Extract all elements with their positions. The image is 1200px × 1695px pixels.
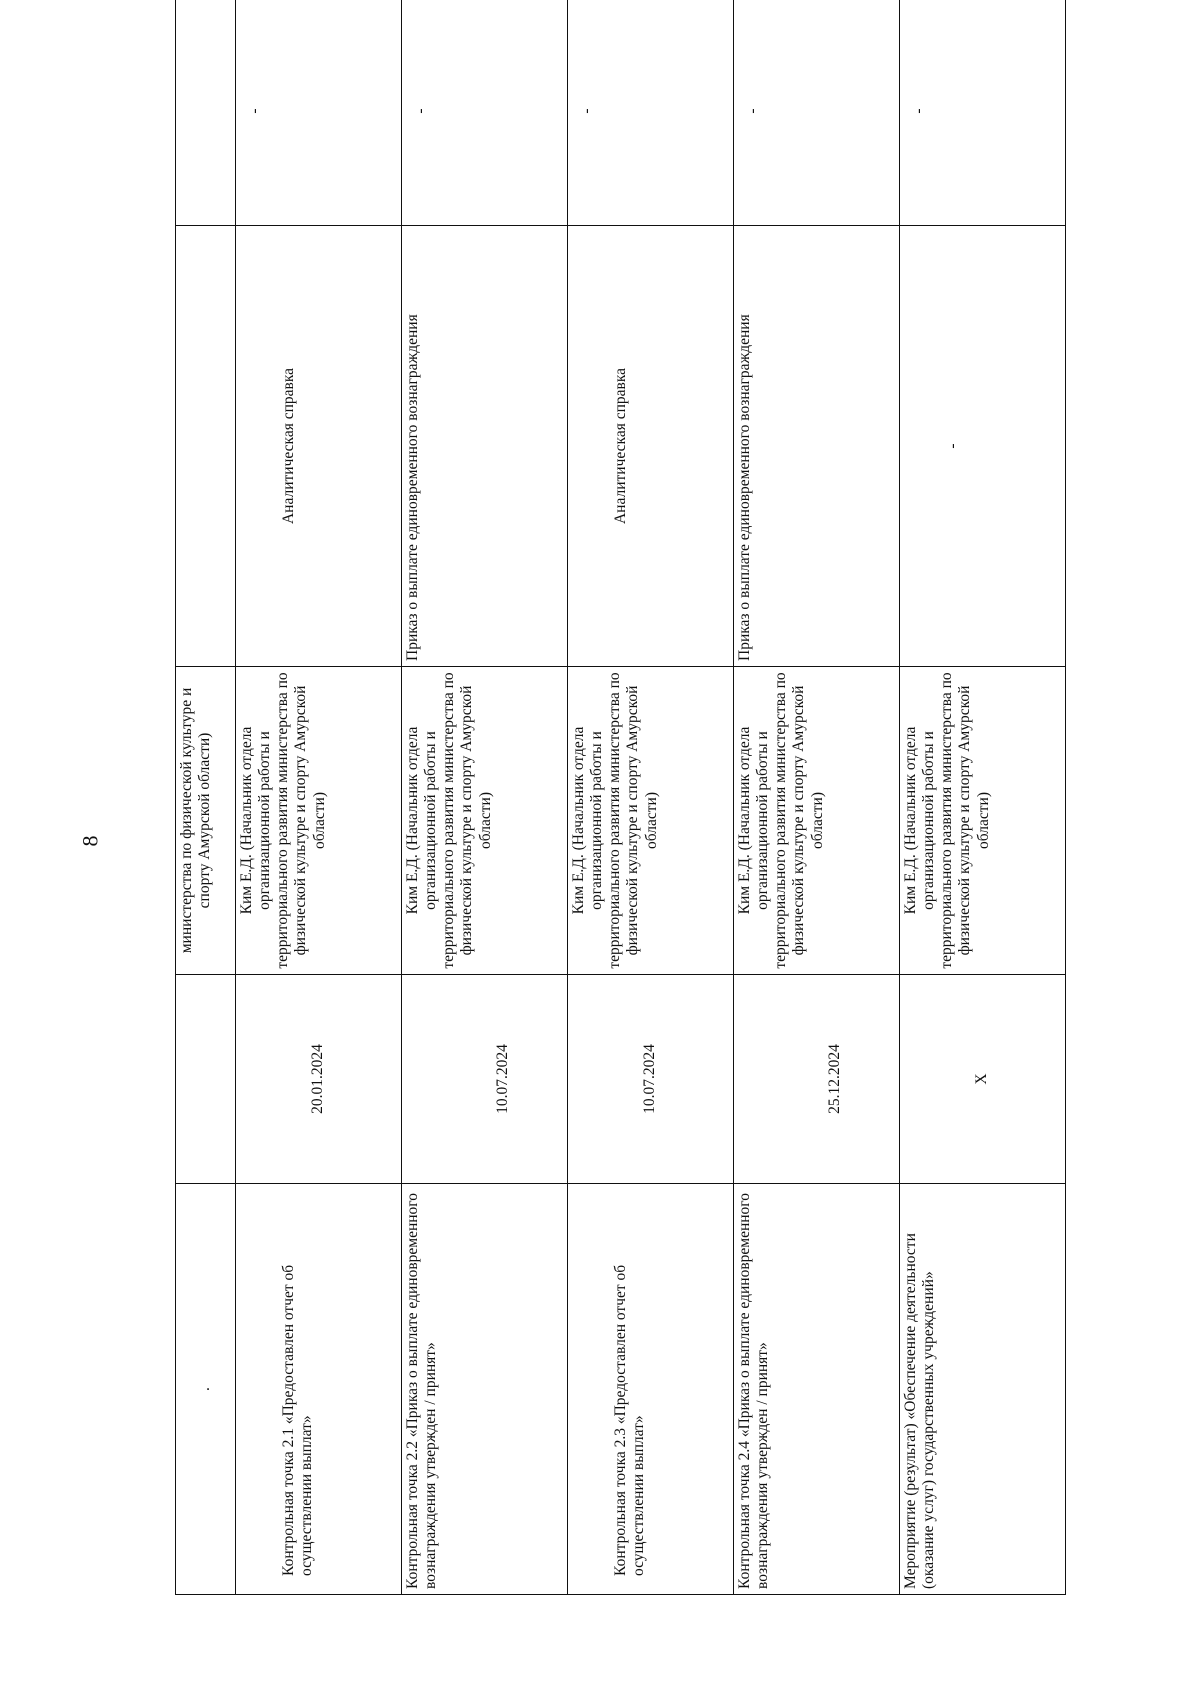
plan-table — [175, 0, 1066, 1595]
table-row — [734, 0, 900, 1595]
cell-date: 10.07.2024 — [568, 975, 734, 1184]
page-number: 8 — [77, 835, 103, 847]
cell-document: Аналитическая справка — [568, 226, 734, 667]
cell-event: . — [176, 1184, 236, 1595]
cell-document: Приказ о выплате единовременного вознаграждения — [402, 226, 568, 667]
cell-responsible: Ким Е.Д. (Начальник отдела организационной работы и территориального развития министерства по физической культуре и спорту Амурской области) — [236, 667, 402, 975]
cell-responsible: Ким Е.Д. (Начальник отдела организационной работы и территориального развития министерства по физической культуре и спорту Амурской области) — [900, 667, 1066, 975]
table-row — [236, 0, 402, 1595]
cell-responsible: Ким Е.Д. (Начальник отдела организационной работы и территориального развития министерства по физической культуре и спорту Амурской области) — [402, 667, 568, 975]
cell-date: 20.01.2024 — [236, 975, 402, 1184]
cell-note: - — [402, 0, 568, 226]
cell-responsible: Ким Е.Д. (Начальник отдела организационной работы и территориального развития министерства по физической культуре и спорту Амурской области) — [568, 667, 734, 975]
cell-date — [176, 975, 236, 1184]
cell-document: Аналитическая справка — [236, 226, 402, 667]
cell-note — [176, 0, 236, 226]
plan-table-container — [175, 52, 1065, 1595]
cell-event: Контрольная точка 2.1 «Предоставлен отчет об осуществлении выплат» — [236, 1184, 402, 1595]
cell-event: Контрольная точка 2.2 «Приказ о выплате единовременного вознаграждения утвержден / принят» — [402, 1184, 568, 1595]
cell-document — [176, 226, 236, 667]
table-row — [568, 0, 734, 1595]
cell-note: - — [236, 0, 402, 226]
cell-note: - — [568, 0, 734, 226]
cell-date: Х — [900, 975, 1066, 1184]
cell-event: Мероприятие (результат) «Обеспечение деятельности (оказание услуг) государственных учреждений» — [900, 1184, 1066, 1595]
table-row — [900, 0, 1066, 1595]
cell-responsible: Ким Е.Д. (Начальник отдела организационной работы и территориального развития министерства по физической культуре и спорту Амурской области) — [734, 667, 900, 975]
table-row — [402, 0, 568, 1595]
cell-date: 10.07.2024 — [402, 975, 568, 1184]
cell-event: Контрольная точка 2.3 «Предоставлен отчет об осуществлении выплат» — [568, 1184, 734, 1595]
cell-event: Контрольная точка 2.4 «Приказ о выплате единовременного вознаграждения утвержден / принят» — [734, 1184, 900, 1595]
cell-document: Приказ о выплате единовременного вознаграждения — [734, 226, 900, 667]
table-row-continuation — [176, 0, 236, 1595]
cell-date: 25.12.2024 — [734, 975, 900, 1184]
cell-document: - — [900, 226, 1066, 667]
cell-responsible: министерства по физической культуре и спорту Амурской области) — [176, 667, 236, 975]
cell-note: - — [734, 0, 900, 226]
cell-note: - — [900, 0, 1066, 226]
